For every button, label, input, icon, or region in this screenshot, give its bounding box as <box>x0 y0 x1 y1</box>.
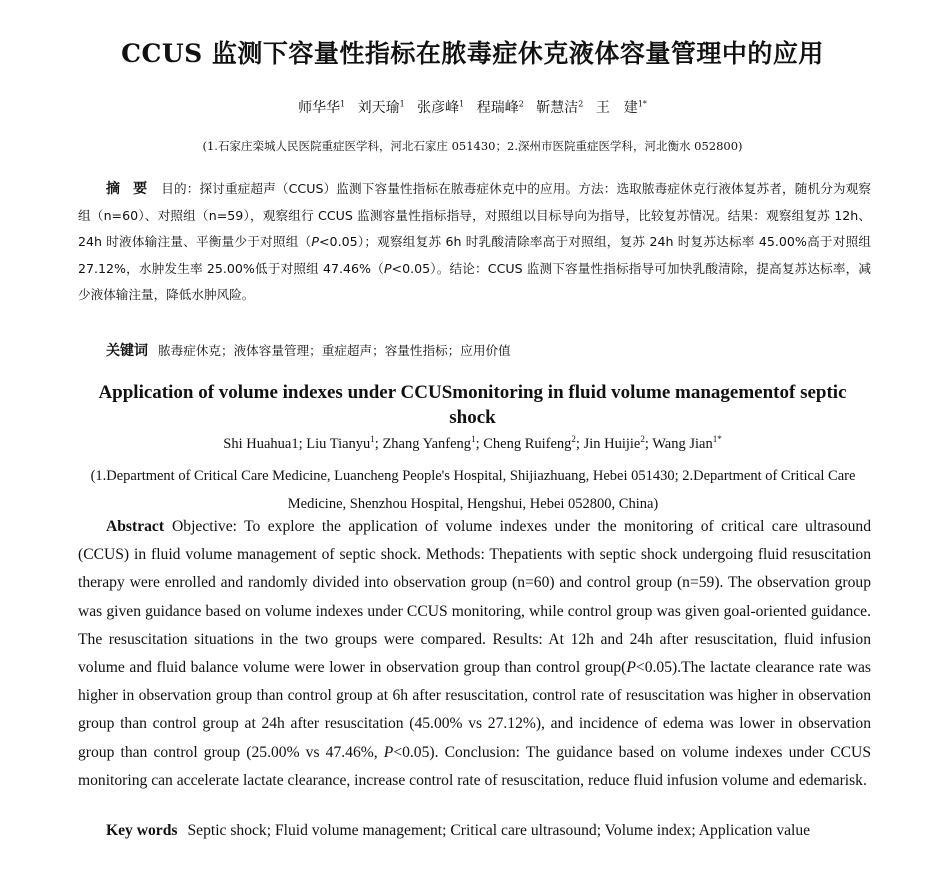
author: 张彦峰$^1$ <box>417 99 465 116</box>
english-authors <box>0 434 945 453</box>
chinese-abstract-label: 摘 要 <box>106 181 152 197</box>
english-abstract: Abstract Objective: To explore the application of volume indexes under the monitoring of critical care ultrasound (CCUS) in fluid volume management of septic shock. Methods: Thepatients with septic shock undergoing fluid resuscitation therapy were enrolled and randomly divided into observation group (n=60) and control group (n=59). The observation group was given guidance based on volume indexes under CCUS monitoring, while control group was given goal-oriented guidance. The resuscitation situations in the two groups were compared. Results: At 12h and 24h after resuscitation, fluid infusion volume and fluid balance volume were lower in observation group than control group(P<0.05).The lactate clearance rate was higher in observation group than control group at 6h after resuscitation, control rate of resuscitation was higher in observation group than control group at 24h after resuscitation (45.00% vs 27.12%), and incidence of edema was lower in observation group than control group (25.00% vs 47.46%, P<0.05). Conclusion: The guidance based on volume indexes under CCUS monitoring can accelerate lactate clearance, increase control rate of resuscitation, reduce fluid infusion volume and edemarisk. <box>78 518 872 789</box>
chinese-keywords: 关键词 脓毒症休克；液体容量管理；重症超声；容量性指标；应用价值 <box>106 343 511 359</box>
author: 王 建$^{1*}$ <box>595 99 647 116</box>
chinese-authors <box>0 97 945 117</box>
author: 靳慧洁$^2$ <box>536 99 584 116</box>
author: Liu Tianyu$^1$; <box>306 434 379 452</box>
author: Wang Jian$^{1*}$ <box>652 434 722 452</box>
chinese-affiliation: (1.石家庄栾城人民医院重症医学科，河北石家庄 051430；2.深州市医院重症医学科，河北衡水 052800) <box>202 139 743 153</box>
author: Zhang Yanfeng$^1$; <box>382 434 480 452</box>
chinese-abstract: 摘 要 目的：探讨重症超声（CCUS）监测下容量性指标在脓毒症休克中的应用。方法：选取脓毒症休克行液体复苏者，随机分为观察组（n=60）、对照组（n=59），观察组行 CCUS 监测容量性指标指导，对照组以目标导向为指导，比较复苏情况。结果：观察组复苏 12h、24h 时液体输注量、平衡量少于对照组（P<0.05）；观察组复苏 6h 时乳酸清除率高于对照组，复苏 24h 时复苏达标率 45.00%高于对照组 27.12%，水肿发生率 25.00%低于对照组 47.46%（P<0.05）。结论：CCUS 监测下容量性指标指导可加快乳酸清除，提高复苏达标率，减少液体输注量，降低水肿风险。 <box>78 181 871 302</box>
author: Jin Huijie$^2$; <box>583 434 649 452</box>
english-abstract-label: Abstract <box>106 518 165 535</box>
author: 师华华$^1$ <box>298 99 346 116</box>
english-keywords-label: Key words <box>106 822 178 839</box>
chinese-keywords-label: 关键词 <box>106 343 148 359</box>
author: 刘天瑜$^1$ <box>357 99 405 116</box>
english-affiliation: (1.Department of Critical Care Medicine, Luancheng People's Hospital, Shijiazhuang, Hebei 051430; 2.Department of Critical Care Medicine, Shenzhou Hospital, Hengshui, Hebei 052800, China) <box>90 468 856 512</box>
chinese-title: CCUS 监测下容量性指标在脓毒症休克液体容量管理中的应用 <box>121 39 824 68</box>
english-title: Application of volume indexes under CCUSmonitoring in fluid volume managementof septic shock <box>98 382 847 428</box>
author: Shi Huahua1; <box>223 435 303 452</box>
english-keywords: Key words Septic shock; Fluid volume management; Critical care ultrasound; Volume index; Application value <box>106 822 811 839</box>
author: 程瑞峰$^2$ <box>476 99 524 116</box>
author: Cheng Ruifeng$^2$; <box>483 434 580 452</box>
